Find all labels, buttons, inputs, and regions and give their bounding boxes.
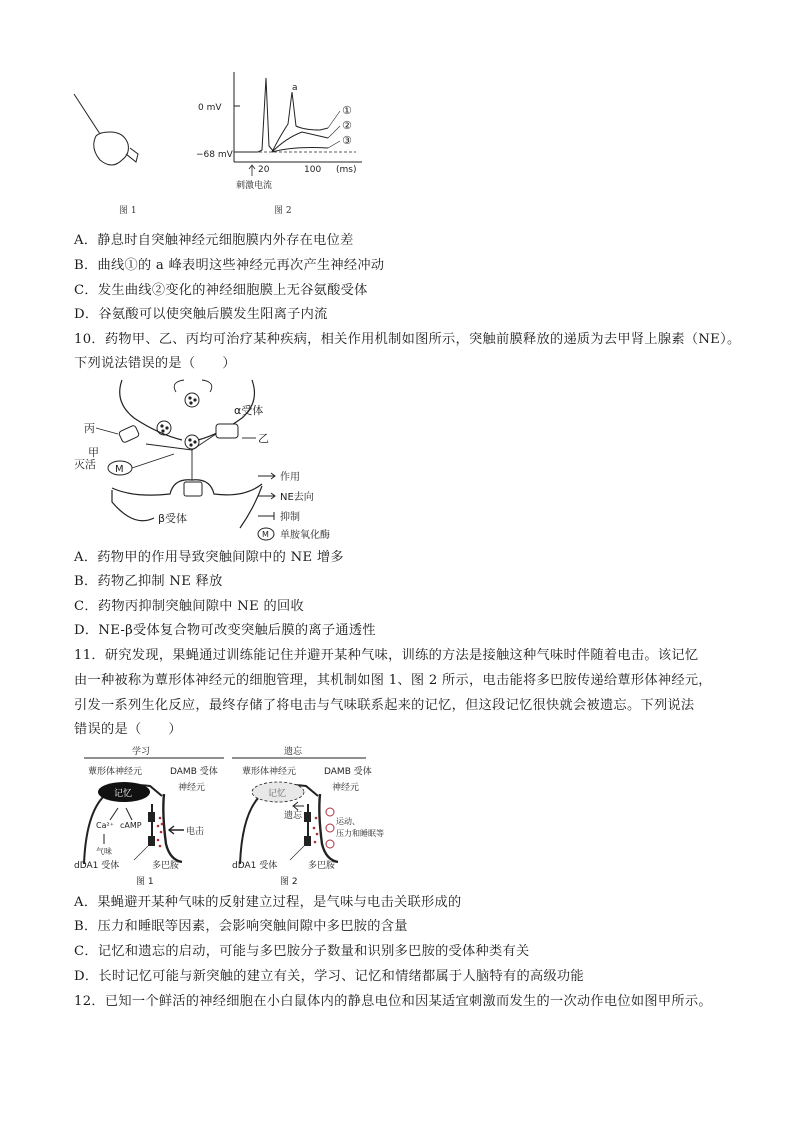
fig1-ca: Ca²⁺	[96, 821, 114, 830]
fig2-title: 遗忘	[284, 747, 303, 757]
fig1-camp: cAMP	[120, 821, 142, 830]
rest-mv-label: −68 mV	[196, 150, 233, 160]
unit-ms: (ms)	[336, 165, 357, 175]
fig2-memory: 记忆	[268, 789, 287, 799]
q11-option-b: B．压力和睡眠等因素，会影响突触间隙中多巴胺的含量	[74, 919, 408, 934]
q11-option-c: C．记忆和遗忘的启动，可能与多巴胺分子数量和识别多巴胺的受体种类有关	[74, 944, 530, 959]
q11-option-a: A．果蝇避开某种气味的反射建立过程，是气味与电击关联形成的	[74, 895, 462, 910]
fig1-caption: 图 1	[119, 206, 137, 216]
fig2-damb: DAMB 受体	[324, 767, 372, 777]
figure-membrane-potential	[196, 66, 376, 196]
q11-stem-line2: 由一种被称为蕈形体神经元的细胞管理，其机制如图 1、图 2 所示，电击能将多巴胺传递给蕈形体神经元，	[74, 673, 712, 688]
label-jia: 甲	[88, 446, 99, 459]
q9-option-c: C．发生曲线②变化的神经细胞膜上无谷氨酸受体	[74, 283, 368, 298]
legend-m-symbol: M	[262, 530, 269, 539]
label-yi: 乙	[258, 432, 269, 445]
fig2-factors-line2: 压力和睡眠等	[336, 829, 384, 838]
label-bing: 丙	[84, 422, 95, 435]
q11-option-d: D．长时记忆可能与新突触的建立有关，学习、记忆和情绪都属于人脑特有的高级功能	[74, 969, 584, 984]
fig2-forget: 遗忘	[284, 811, 303, 821]
q11-stem-line4: 错误的是（ ）	[74, 722, 182, 737]
fig1-neuron: 神经元	[178, 783, 206, 793]
legend-effect: 作用	[280, 472, 300, 483]
fig2-caption: 图 2	[280, 877, 298, 887]
legend-mao: 单胺氧化酶	[280, 530, 330, 541]
fig2-da1: dDA1 受体	[232, 861, 278, 871]
q11-stem-line3: 引发一系列生化反应，最终存储了将电击与气味联系起来的记忆，但这段记忆很快就会被遗忘。下列说法	[74, 698, 695, 713]
fig2-neuron: 神经元	[332, 783, 360, 793]
figure-autapse-neuron	[70, 88, 150, 178]
curve2-label: ②	[342, 119, 352, 132]
fig1-mushroom: 蕈形体神经元	[88, 767, 143, 777]
q10-stem-line1: 10．药物甲、乙、丙均可治疗某种疾病，相关作用机制如图所示，突触前膜释放的递质为去甲肾上腺素（NE）。	[74, 332, 741, 347]
q10-stem-line2: 下列说法错误的是（ ）	[74, 356, 236, 371]
q12-stem-line1: 12．已知一个鲜活的神经细胞在小白鼠体内的静息电位和因某适宜刺激而发生的一次动作电位如图甲所示。	[74, 994, 712, 1009]
peak-a-label: a	[292, 83, 298, 93]
figure-learning	[74, 744, 224, 890]
q10-option-a: A．药物甲的作用导致突触间隙中的 NE 增多	[74, 550, 344, 565]
figure-forgetting	[232, 744, 392, 890]
q9-option-a: A．静息时自突触神经元细胞膜内外存在电位差	[74, 233, 354, 248]
legend-ne-flow: NE去向	[280, 492, 314, 503]
tick-100: 100	[304, 165, 322, 175]
zero-mv-label: 0 mV	[198, 103, 222, 113]
fig2-mushroom: 蕈形体神经元	[242, 767, 297, 777]
q9-option-b: B．曲线①的 a 峰表明这些神经元再次产生神经冲动	[74, 258, 385, 273]
fig2-dopamine: 多巴胺	[308, 861, 336, 871]
fig2-caption: 图 2	[274, 206, 292, 216]
fig1-caption: 图 1	[136, 877, 154, 887]
label-miehuo: 灭活	[74, 458, 96, 471]
label-beta: β受体	[158, 512, 188, 525]
q10-option-b: B．药物乙抑制 NE 释放	[74, 574, 223, 589]
fig1-shock: 电击	[186, 827, 205, 837]
q11-stem-line1: 11．研究发现，果蝇通过训练能记住并避开某种气味，训练的方法是接触这种气味时伴随着电击。该记忆	[74, 648, 699, 663]
q9-option-d: D．谷氨酸可以使突触后膜发生阳离子内流	[74, 307, 328, 322]
fig1-dopamine: 多巴胺	[152, 861, 180, 871]
stim-label: 刺激电流	[236, 181, 273, 191]
curve1-label: ①	[342, 104, 352, 117]
fig1-title: 学习	[132, 747, 151, 757]
fig1-da1: dDA1 受体	[74, 861, 120, 871]
q10-option-d: D．NE-β受体复合物可改变突触后膜的离子通透性	[74, 623, 376, 638]
enzyme-symbol: M	[115, 464, 124, 475]
fig1-odor: 气味	[96, 847, 112, 856]
figure-synapse-ne	[74, 378, 364, 544]
fig1-memory: 记忆	[114, 789, 133, 799]
curve3-label: ③	[342, 134, 352, 147]
fig1-damb: DAMB 受体	[170, 767, 218, 777]
legend-inhibit: 抑制	[280, 512, 300, 523]
fig2-factors-line1: 运动、	[336, 817, 360, 826]
label-alpha: α受体	[234, 404, 264, 417]
tick-20: 20	[258, 165, 270, 175]
q10-option-c: C．药物丙抑制突触间隙中 NE 的回收	[74, 599, 304, 614]
